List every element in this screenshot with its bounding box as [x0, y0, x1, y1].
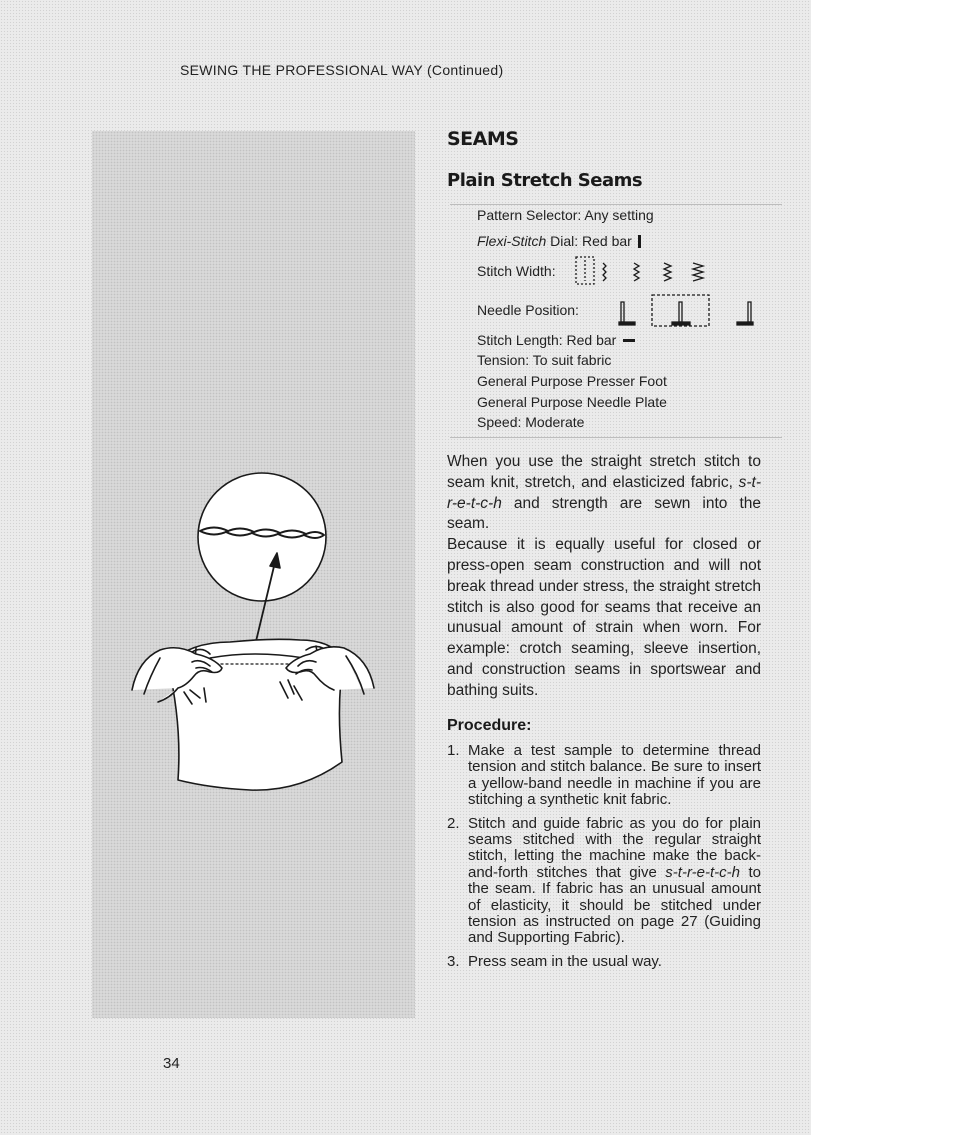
stitch-width-zigzag-icon [575, 255, 735, 287]
page-number: 34 [163, 1055, 180, 1072]
red-bar-horizontal-icon [623, 339, 635, 342]
flexi-stitch-name: Flexi-Stitch [477, 233, 547, 249]
needle-position-icon [617, 292, 757, 328]
paragraph-1: When you use the straight stretch stitch to seam knit, stretch, and elasticized fabric, s-t-r-e-t-c-h and strength are sewn into the seam. [447, 453, 761, 533]
body-text [447, 452, 761, 702]
settings-bottom-rule [450, 437, 782, 438]
procedure-step: 2. Stitch and guide fabric as you do for plain seams stitched with the regular straight stitch, letting the machine make the back-and-forth stitches that give s-t-r-e-t-c-h to the seam. If fabric has an unusual amount of elasticity, it should be stitched under tension as instructed on page 27 (Guiding and Supporting Fabric). [447, 814, 761, 947]
running-head: SEWING THE PROFESSIONAL WAY (Continued) [180, 62, 504, 78]
settings-top-rule [450, 204, 782, 205]
setting-presser-foot: General Purpose Presser Foot [477, 373, 667, 389]
procedure-steps [447, 743, 761, 977]
stitch-length-setting: Stitch Length: Red bar [477, 332, 617, 348]
setting-speed: Speed: Moderate [477, 414, 585, 430]
setting-stitch-length [477, 332, 635, 348]
hands-stretching-fabric-illustration [130, 462, 380, 802]
subsection-heading: Plain Stretch Seams [447, 170, 643, 191]
procedure-step: 1. Make a test sample to determine thread tension and stitch balance. Be sure to insert a yellow-band needle in machine if you are stitching a synthetic knit fabric. [447, 742, 761, 809]
procedure-title: Procedure: [447, 717, 532, 734]
paragraph-2: Because it is equally useful for closed or press-open seam construction and will not break thread under stress, the straight stretch stitch is also good for seams that receive an unusual amount of strain when worn. For example: crotch seaming, sleeve insertion, and construction seams in sportswear and bathing suits. [447, 536, 761, 699]
setting-tension: Tension: To suit fabric [477, 352, 612, 368]
setting-needle-position-label: Needle Position: [477, 302, 579, 318]
setting-flexi-stitch [477, 233, 641, 249]
flexi-stitch-setting: Dial: Red bar [546, 233, 632, 249]
section-heading: SEAMS [447, 128, 519, 150]
setting-pattern-selector: Pattern Selector: Any setting [477, 207, 654, 223]
setting-needle-plate: General Purpose Needle Plate [477, 394, 667, 410]
setting-stitch-width-label: Stitch Width: [477, 263, 556, 279]
red-bar-vertical-icon [638, 235, 641, 248]
procedure-step: 3. Press seam in the usual way. [447, 952, 662, 970]
